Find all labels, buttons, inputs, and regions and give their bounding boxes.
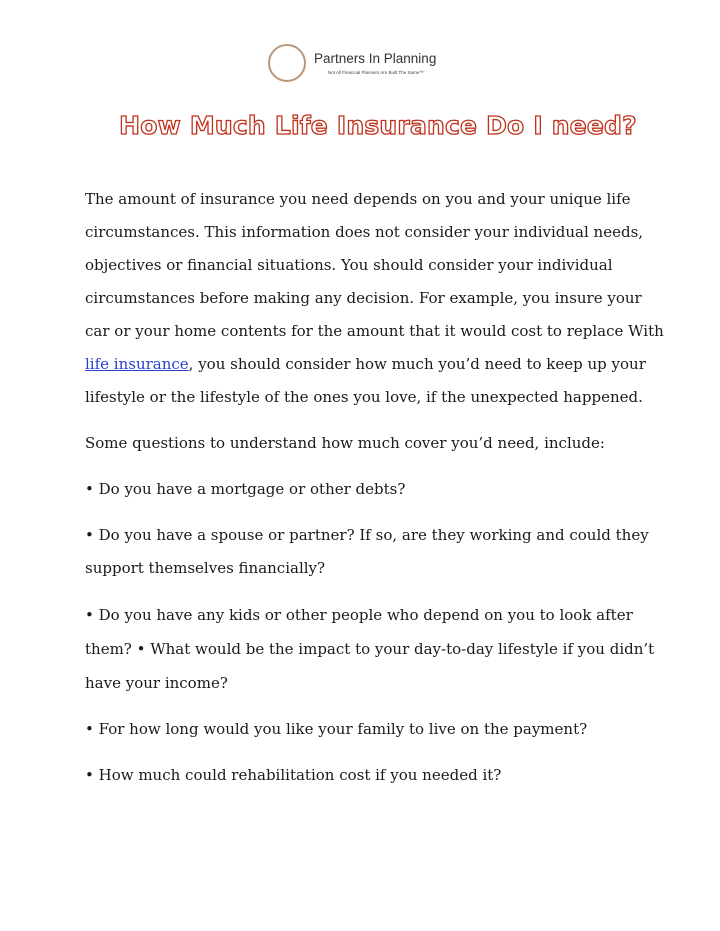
article-body: [85, 183, 665, 792]
questions-intro: Some questions to understand how much cover you’d need, include:: [85, 434, 605, 452]
logo-tagline: Not All Financial Planners Are Built The Same™: [328, 70, 424, 75]
page-title: How Much Life Insurance Do I need?: [119, 111, 637, 140]
question-item: • For how long would you like your family to live on the payment?: [85, 720, 588, 738]
intro-paragraph: [85, 183, 665, 414]
question-item: • Do you have a mortgage or other debts?: [85, 480, 406, 498]
intro-text-before-link: The amount of insurance you need depends on you and your unique life circumstances. This information does not consider your individual needs, objectives or financial situations. You should consider your individual circumstances before making any decision. For example, you insure your car or your home contents for the amount that it would cost to replace With: [85, 190, 664, 340]
logo-ring-icon: [268, 44, 306, 82]
company-logo: [268, 40, 436, 86]
logo-text: [314, 51, 436, 75]
life-insurance-link[interactable]: life insurance: [85, 355, 189, 373]
intro-text-after-link: , you should consider how much you’d need to keep up your lifestyle or the lifestyle of the ones you love, if the unexpected happened.: [85, 355, 646, 406]
question-item: • Do you have any kids or other people who depend on you to look after them? • What would be the impact to your day-to-day lifestyle if you didn’t have your income?: [85, 606, 655, 692]
logo-name: Partners In Planning: [314, 51, 437, 66]
question-item: • How much could rehabilitation cost if you needed it?: [85, 766, 502, 784]
question-item: • Do you have a spouse or partner? If so, are they working and could they support themselves financially?: [85, 526, 649, 577]
